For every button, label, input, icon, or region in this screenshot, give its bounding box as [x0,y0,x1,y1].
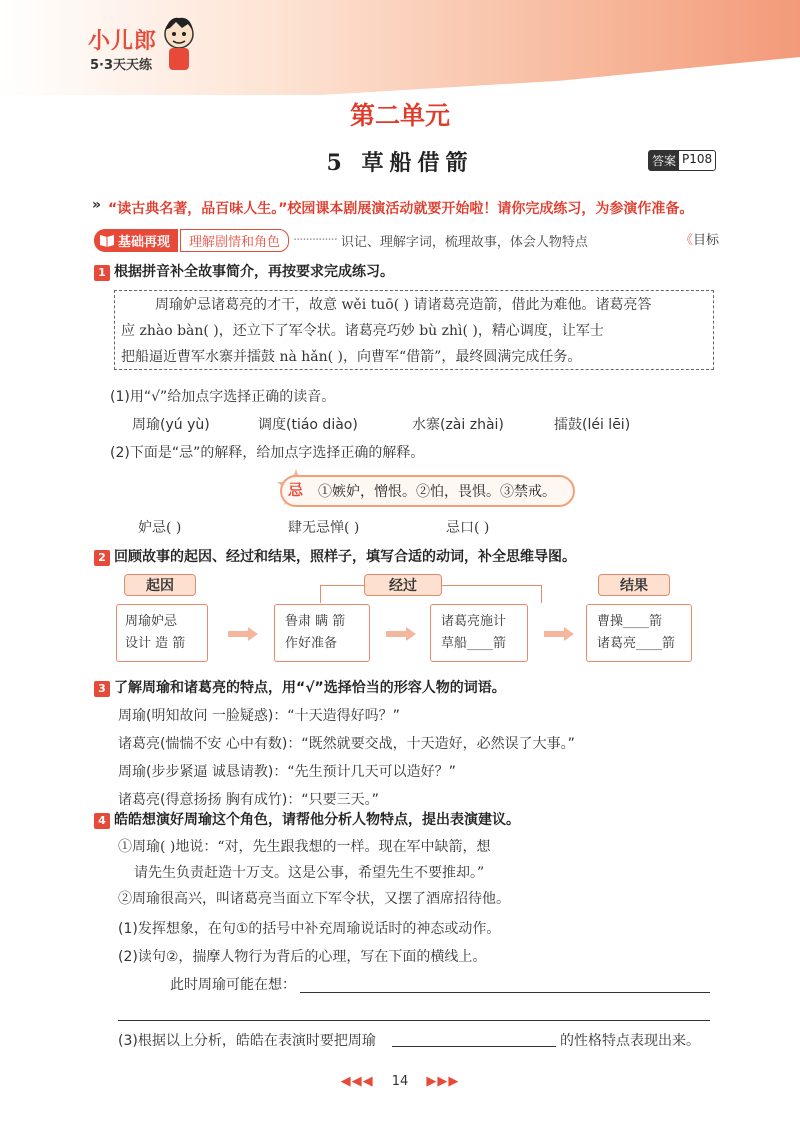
story-line-3: 把船逼近曹军水寨并擂鼓 nà hǎn( )，向曹军“借箭”，最终圆满完成任务。 [121,349,582,365]
q3-line-3[interactable]: 周瑜(步步紧逼 诚恳请教)：“先生预计几天可以造好？” [118,764,456,780]
q4-part-3a: (3)根据以上分析，皓皓在表演时要把周瑜 [118,1033,376,1049]
q1-sub1: (1)用“√”给加点字选择正确的读音。 [110,389,336,405]
question-3-title: 3 了解周瑜和诸葛亮的特点，用“√”选择恰当的形容人物的词语。 [94,677,506,697]
q4-think-label: 此时周瑜可能在想： [170,977,296,993]
q4-sentence-2: ②周瑜很高兴，叫诸葛亮当面立下军令状，又摆了酒席招待他。 [118,891,510,907]
lesson-title: 5 草船借箭 [326,150,474,176]
section-dots: ·············· [293,232,337,248]
answer-page: P108 [682,152,713,166]
question-4-title: 4 皓皓想演好周瑜这个角色，请帮他分析人物特点，提出表演建议。 [94,809,520,829]
book-icon [99,233,115,247]
q4-part-2: (2)读句②，揣摩人物行为背后的心理，写在下面的横线上。 [118,949,487,965]
intro-text: “读古典名著，品百味人生。”校园课本剧展演活动就要开始啦！请你完成练习，为参演作准备。 [108,201,694,217]
question-1-title: 1 根据拼音补全故事简介，再按要求完成练习。 [94,261,394,281]
answer-line-1[interactable] [300,992,710,993]
q4-sentence-1a[interactable]: ①周瑜( )地说：“对，先生跟我想的一样。现在军中缺箭，想 [118,839,491,855]
answer-line-2[interactable] [118,1020,710,1021]
question-2-title: 2 回顾故事的起因、经过和结果，照样子，填写合适的动词，补全思维导图。 [94,546,576,566]
mindmap-cause-tag: 起因 [124,574,196,596]
story-box [114,290,714,370]
page-number: 14 [391,1074,409,1089]
mindmap-result-box[interactable]: 曹操____箭 诸葛亮____箭 [586,604,692,662]
section-desc: 识记、理解字词，梳理故事，体会人物特点 [340,234,588,250]
reading-2[interactable]: 调度(tiáo diào) [258,417,358,433]
reading-1[interactable]: 周瑜(yú yù) [132,417,210,433]
footer [0,1074,800,1089]
q4-sentence-1b: 请先生负责赶造十万支。这是公事，希望先生不要推却。” [134,865,485,881]
reading-4[interactable]: 擂鼓(léi lēi) [554,417,631,433]
arrow-right-icon [386,627,416,641]
story-line-2: 应 zhào bàn( )，还立下了军令状。诸葛亮巧妙 bù zhì( )，精心调度，让军士 [121,323,604,339]
ji-word-1[interactable]: 妒忌( ) [138,520,182,536]
answer-label: 答案 [649,151,679,170]
arrow-right-icon [228,627,258,641]
mindmap-process-tag: 经过 [364,574,442,596]
mindmap-result-tag: 结果 [598,574,670,596]
section-subtag: 理解剧情和角色 [180,229,289,252]
unit-title: 第二单元 [349,101,450,130]
brand-logo: 小儿郎 [88,29,158,54]
reading-3[interactable]: 水寨(zài zhài) [412,417,504,433]
next-arrows-icon: ▶▶▶ [426,1074,460,1089]
goal-label: 《目标 [680,233,720,248]
ji-char: 忌 [288,481,304,499]
answer-line-3[interactable] [392,1046,556,1047]
mindmap-cause-box: 周瑜妒忌 设计 造 箭 [116,604,208,662]
section-tag: 基础再现 [94,229,178,252]
answer-reference[interactable] [648,150,716,171]
mascot-icon [160,14,198,72]
section-header [94,229,588,251]
story-line-1: 周瑜妒忌诸葛亮的才干，故意 wěi tuō( ) 请诸葛亮造箭，借此为难他。诸葛亮答 [155,297,652,313]
mindmap-process-box-2[interactable]: 诸葛亮施计 草船____箭 [430,604,528,662]
arrow-right-icon [544,627,574,641]
q3-line-1[interactable]: 周瑜(明知故问 一脸疑惑)：“十天造得好吗？” [118,708,400,724]
ji-definition: ①嫉妒，憎恨。②怕，畏惧。③禁戒。 [280,475,575,507]
brand-subtitle: 5·3天天练 [90,58,153,73]
q3-line-2[interactable]: 诸葛亮(惴惴不安 心中有数)：“既然就要交战，十天造好，必然误了大事。” [118,736,575,752]
intro-arrows-left: » [92,197,102,213]
ji-word-2[interactable]: 肆无忌惮( ) [288,520,360,536]
mindmap-process-box-1: 鲁肃 瞒 箭 作好准备 [274,604,370,662]
q4-part-1: (1)发挥想象，在句①的括号中补充周瑜说话时的神态或动作。 [118,921,501,937]
prev-arrows-icon: ◀◀◀ [340,1074,374,1089]
q4-part-3b: 的性格特点表现出来。 [560,1033,700,1049]
ji-word-3[interactable]: 忌口( ) [446,520,490,536]
q1-sub2: (2)下面是“忌”的解释，给加点字选择正确的解释。 [110,445,425,461]
q3-line-4[interactable]: 诸葛亮(得意扬扬 胸有成竹)：“只要三天。” [118,792,379,808]
